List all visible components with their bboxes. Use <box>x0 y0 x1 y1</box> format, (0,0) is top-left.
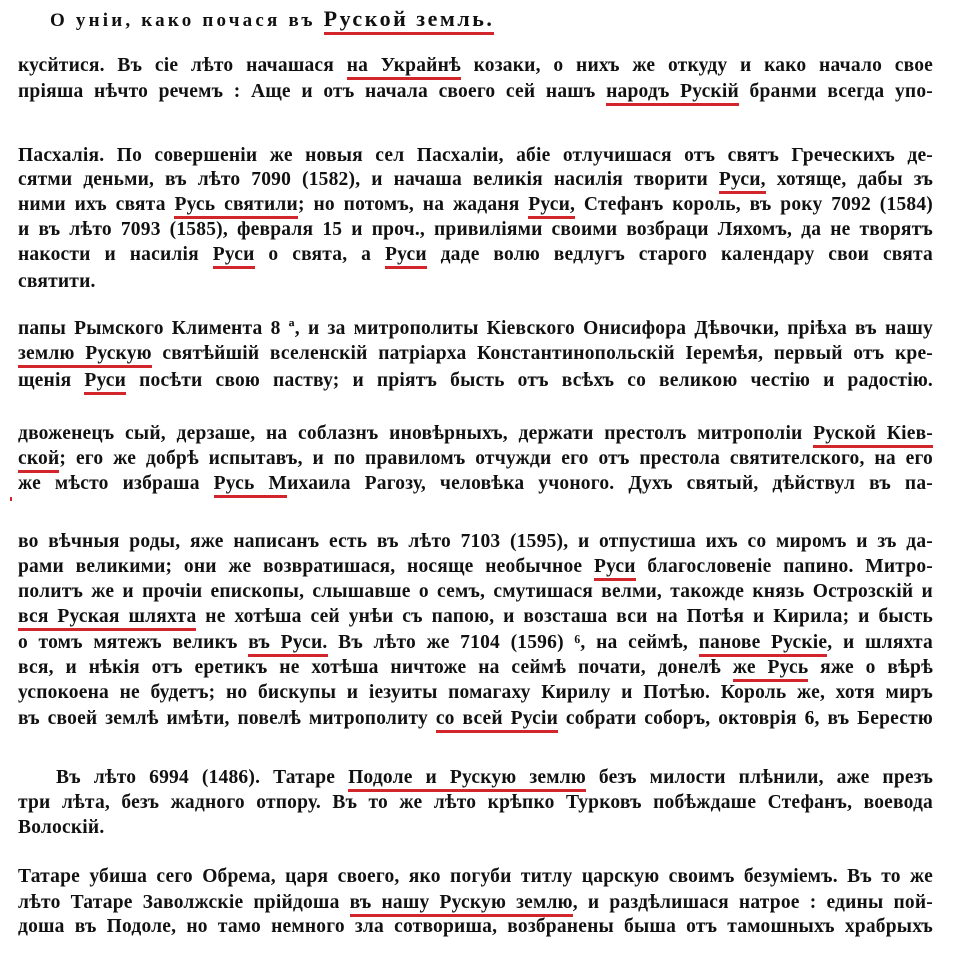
text-run: хотяще, дабы зъ <box>765 169 934 190</box>
highlighted-phrase: на Украйнѣ <box>347 55 461 80</box>
text-run: ихаила Рагозу, человѣка учоного. Духъ святый, дѣйствул въ па- <box>287 473 933 494</box>
text-run: святѣйшій вселенскій патріарха Константинопольскій Іеремѣя, первый отъ кре- <box>151 343 933 364</box>
text-run: Въ лѣто же 7104 (1596) ⁶, на сеймѣ, <box>327 632 699 653</box>
text-line <box>18 816 933 840</box>
text-line <box>18 865 933 889</box>
text-line <box>18 54 933 78</box>
text-line <box>18 243 933 267</box>
text-line <box>18 530 933 554</box>
text-line <box>18 342 933 366</box>
text-run: не хотѣша сей унѣи съ папою, и возсташа вси на Потѣя и Кирила; и бысть <box>196 606 933 627</box>
highlighted-phrase: Руси, <box>528 194 575 219</box>
text-run: посѣти свою паству; и пріятъ бысть отъ всѣхъ со великою честію и радостію. <box>126 370 933 391</box>
text-run: благословеніе папино. Митро- <box>635 556 933 577</box>
text-line <box>18 472 933 496</box>
heading-highlight: Руской земль. <box>324 6 495 35</box>
highlighted-phrase: Руси, <box>719 169 766 194</box>
text-run: папы Рымского Климента 8 ª, и за митрополиты Кіевского Онисифора Дѣвочки, пріѣха въ нашу <box>18 318 933 339</box>
text-run: сятми деньми, въ лѣто 7090 (1582), и начаша великія насилія творити <box>18 169 719 190</box>
text-run: Пасхалія. По совершеніи же новыя сел Пасхаліи, абіе отлучишася отъ святъ Греческихъ де- <box>18 145 933 166</box>
highlighted-phrase: же Русь <box>733 657 809 682</box>
text-run: двоженецъ сый, дерзаше, на соблазнъ иновѣрныхъ, держати престолъ митрополіи <box>18 423 814 444</box>
text-run: о свята, а <box>254 244 385 265</box>
text-line <box>18 80 933 104</box>
text-line <box>18 369 933 393</box>
text-line <box>18 891 933 915</box>
highlighted-phrase: Руской Кіев- <box>813 423 933 448</box>
text-line <box>18 656 933 680</box>
text-line <box>18 791 933 815</box>
text-run: кусйтися. Въ сіе лѣто начашася <box>18 55 347 76</box>
text-line <box>18 915 933 939</box>
text-run: во вѣчныя роды, яже написанъ есть въ лѣто 7103 (1595), и отпустиша ихъ со миромъ и зъ да- <box>18 531 933 552</box>
text-run: же мѣсто избраша <box>18 473 214 494</box>
highlighted-phrase: Подоле и Рускую землю <box>348 767 586 792</box>
text-line <box>18 605 933 629</box>
text-run: яже о вѣрѣ <box>808 657 933 678</box>
text-line <box>18 193 933 217</box>
highlighted-phrase: землю Рускую <box>18 343 152 368</box>
text-run: Стефанъ король, въ року 7092 (1584) <box>575 194 933 215</box>
highlighted-phrase: Руси <box>594 556 636 581</box>
text-line <box>18 555 933 579</box>
text-run: лѣто Татаре Заволжскіе прійдоша <box>18 892 350 913</box>
highlighted-phrase: народъ Рускій <box>606 81 739 106</box>
text-run: ; его же добрѣ испытавъ, и по правиломъ отчужди его отъ престола святителского, на его <box>59 448 933 469</box>
text-run: накости и насилія <box>18 244 213 265</box>
text-run: собрати соборъ, октоврія 6, въ Берестю <box>558 708 933 729</box>
text-run: Въ лѣто 6994 (1486). Татаре <box>56 767 349 788</box>
highlighted-phrase: вся Руская шляхта <box>18 606 196 631</box>
text-run: въ своей землѣ имѣти, повелѣ митрополиту <box>18 708 436 729</box>
text-run: о томъ мятежъ великъ <box>18 632 249 653</box>
text-run: ними ихъ свята <box>18 194 175 215</box>
text-line <box>18 580 933 604</box>
text-run: , и шляхта <box>827 632 933 653</box>
text-line <box>18 168 933 192</box>
text-run: ; но потомъ, на жаданя <box>297 194 529 215</box>
text-run: и въ лѣто 7093 (1585), февраля 15 и проч., привиліями своими возбраци Ляхомъ, да не творятъ <box>18 219 933 240</box>
text-run: доша въ Подоле, но тамо немного зла сотвориша, возбранены быша отъ тамошныхъ храбрыхъ <box>18 916 933 937</box>
text-run: святити. <box>18 271 96 292</box>
text-run: козаки, о нихъ же откуду и како начало свое <box>460 55 934 76</box>
text-run: Волоскій. <box>18 817 105 838</box>
text-run: вся, и нѣкія отъ еретикъ не хотѣша ничтоже на сеймѣ почати, донелѣ <box>18 657 733 678</box>
text-line <box>18 270 933 294</box>
text-run: , и раздѣлишася натрое : едины пой- <box>572 892 933 913</box>
text-run: бранми всегда упо- <box>738 81 933 102</box>
heading-text: О уніи, како почася въ <box>50 10 324 31</box>
text-line <box>18 144 933 168</box>
highlighted-phrase: Русь М <box>214 473 287 498</box>
margin-mark <box>10 497 12 501</box>
highlighted-phrase: ской <box>18 448 59 473</box>
text-line <box>18 422 933 446</box>
text-line <box>18 317 933 341</box>
highlighted-phrase: въ нашу Рускую землю <box>350 892 573 917</box>
text-run: Татаре убиша сего Обрема, царя своего, яко погуби титлу царскую своимъ безуміемъ. Въ то же <box>18 866 933 887</box>
text-run: политъ же и прочіи епископы, слышавше о семъ, смутишася велми, такожде князь Острозскій и <box>18 581 933 602</box>
highlighted-phrase: панове Рускіе <box>699 632 828 657</box>
text-run: щенія <box>18 370 85 391</box>
text-line <box>18 681 933 705</box>
text-run: три лѣта, безъ жадного отпору. Въ то же лѣто крѣпко Турковъ побѣждаше Стефанъ, воевода <box>18 792 933 813</box>
text-run: пріяша нѣчто речемъ : Аще и отъ начала своего сей нашъ <box>18 81 607 102</box>
text-line <box>18 631 933 655</box>
highlighted-phrase: Руси <box>84 370 126 395</box>
highlighted-phrase: Русь святили <box>174 194 298 219</box>
highlighted-phrase: со всей Русіи <box>436 708 558 733</box>
text-run: успокоена не будетъ; но бискупы и іезуиты помагаху Кирилу и Потѣю. Король же, хотя миръ <box>18 682 933 703</box>
text-run: рами великими; они же возвратишася, носяще необычное <box>18 556 594 577</box>
text-run: безъ милости плѣнили, аже презъ <box>585 767 934 788</box>
text-line <box>18 218 933 242</box>
highlighted-phrase: въ Руси. <box>248 632 327 657</box>
text-run: даде волю ведлугъ старого календару свои свята <box>426 244 933 265</box>
section-heading <box>50 6 494 32</box>
highlighted-phrase: Руси <box>385 244 427 269</box>
highlighted-phrase: Руси <box>213 244 255 269</box>
text-line <box>18 447 933 471</box>
text-line <box>18 707 933 731</box>
text-line <box>18 766 933 790</box>
